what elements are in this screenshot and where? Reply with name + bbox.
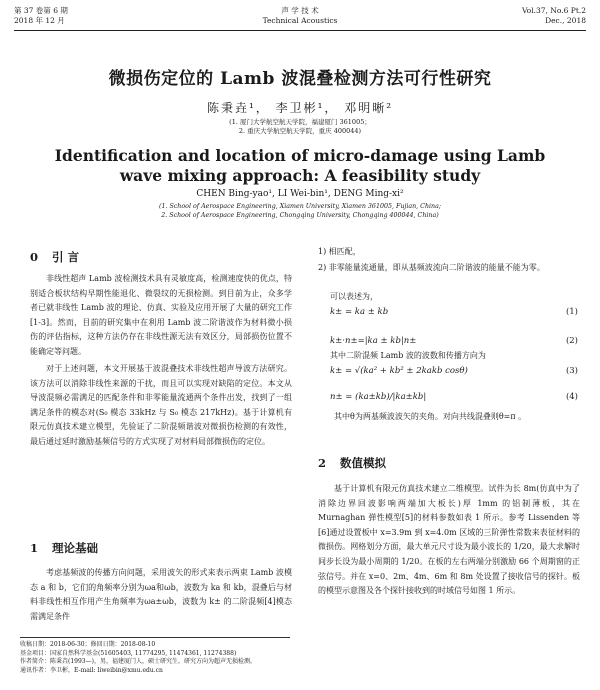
equation-4: n± = (ka±kb)/|ka±kb| (4)	[330, 392, 578, 402]
equation-1: k± = ka ± kb (1)	[330, 307, 578, 317]
section-heading-intro: 0 引 言	[30, 250, 80, 264]
paper-title-en: Identification and location of micro-damage using Lamb wave mixing approach: A feasibility study	[54, 146, 546, 185]
running-header	[14, 6, 586, 31]
section-heading-theory: 1 理论基础	[30, 541, 98, 555]
paper-title-cn: 微损伤定位的 Lamb 波混叠检测方法可行性研究	[108, 69, 492, 89]
affiliations-en: (1. School of Aerospace Engineering, Xiamen University, Xiamen 361005, Fujian, China; 2. School of Aerospace Engineering, Chongqing University, Chongqing 400044, China)	[159, 203, 441, 219]
journal-issue: Vol.37, No.6 Pt.2 Dec., 2018	[521, 6, 586, 25]
section-heading-simulation: 2 数值模拟	[318, 456, 386, 470]
intro-paragraph-2: 对于上述问题，本文开展基于波混叠技术非线性超声导波方法研究。该方法可以消除非线性来源的干扰，而且可以实现对缺陷的定位。本文从导波混频必需满足的匹配条件和非零能量流通两个条件出发，找到了一组满足条件的模态对(S₀ 模态 33kHz 与 S₀ 模态 217kHz)。基于计算机有限元仿真技术建立模型，先验证了二阶混频谐波对微损伤检测的有效性，最后通过延时激励基频信号的方式实现了对材料局部微损伤的定位。	[30, 364, 292, 446]
expression-intro: 可以表述为，	[330, 292, 378, 301]
affiliations-cn: (1. 厦门大学航空航天学院，福建厦门 361005； 2. 重庆大学航空航天学院，重庆 400044)	[229, 118, 371, 135]
equation-3: k± = √(ka² + kb² ± 2kakb cosθ) (3)	[330, 366, 578, 376]
journal-name: 声 学 技 术 Technical Acoustics	[262, 6, 338, 25]
authors-en: CHEN Bing-yao¹, LI Wei-bin¹, DENG Ming-xi²	[196, 189, 404, 199]
wave-number-intro: 其中二阶混频 Lamb 波的波数和传播方向为	[330, 351, 486, 360]
equation-2: k±·n±=|ka ± kb|n± (2)	[330, 336, 578, 346]
simulation-paragraph-1: 基于计算机有限元仿真技术建立二维模型。试件为长 8m(仿真中为了消除边界回波影响两端加大板长)厚 1mm 的铝制薄板，其在 Murnaghan 弹性模型[5]的材料参数如表 1 所示。参考 Lissenden 等[6]通过设置板中 x=3.9m 到 x=4.0m 区域的三阶弹性常数来表征材料的微损伤。网格划分方面，最大单元尺寸设为最小波长的 1/20，最大求解时间步长设为最小周期的 1/20。在板的左右两端分别激励 66 个周期窗的正弦信号。并在 x=0、2m、4m、6m 和 8m 处设置了接收信号的探针。板的模型示意图及各个探针接收到的时域信号如图 1 所示。	[318, 484, 580, 596]
authors-cn: 陈秉垚¹， 李卫彬¹， 邓明晰²	[206, 101, 394, 115]
theta-note: 其中θ为两基频波波矢的夹角。对向共线混叠则θ=π 。	[334, 412, 527, 421]
condition-1: 1) 相匹配，	[318, 247, 361, 256]
journal-volume: 第 37 卷第 6 期 2018 年 12 月	[14, 6, 68, 25]
intro-paragraph-1: 非线性超声 Lamb 波检测技术具有灵敏度高，检测速度快的优点，特别适合板状结构早期性能退化、微裂纹的无损检测。到目前为止，众多学者已就非线性 Lamb 波的理论、仿真、实验及应用开展了大量的研究工作[1-3]。然而，目前的研究集中在利用 Lamb 波二阶谐波作为材料微小损伤的评估指标，这种方法仍存在非线性源无法有效区分，局部损伤位置不能确定等问题。	[30, 274, 292, 356]
theory-paragraph-1: 考虑基频波的传播方向问题，采用波矢的形式来表示两束 Lamb 波模态 a 和 b，它们的角频率分别为ωa和ωb，波数为 ka 和 kb，混叠后与材料非线性相互作用产生角频率为ωa±ωb，波数为 k± 的二阶混频[4]模态需满足条件	[30, 568, 292, 621]
footnote: 收稿日期：2018-06-30；修回日期：2018-08-10 基金项目：国家自然科学基金(51605403, 11774295, 11474361, 11274388) 作者简介：陈秉垚(1993—)，男，福建厦门人，硕士研究生，研究方向为超声无损检测。 通讯作者：李卫彬，E-mail: liweibin@xmu.edu.cn	[20, 637, 290, 675]
condition-2: 2) 非零能量流通量，即从基频波流向二阶谐波的能量不能为零。	[318, 263, 545, 272]
